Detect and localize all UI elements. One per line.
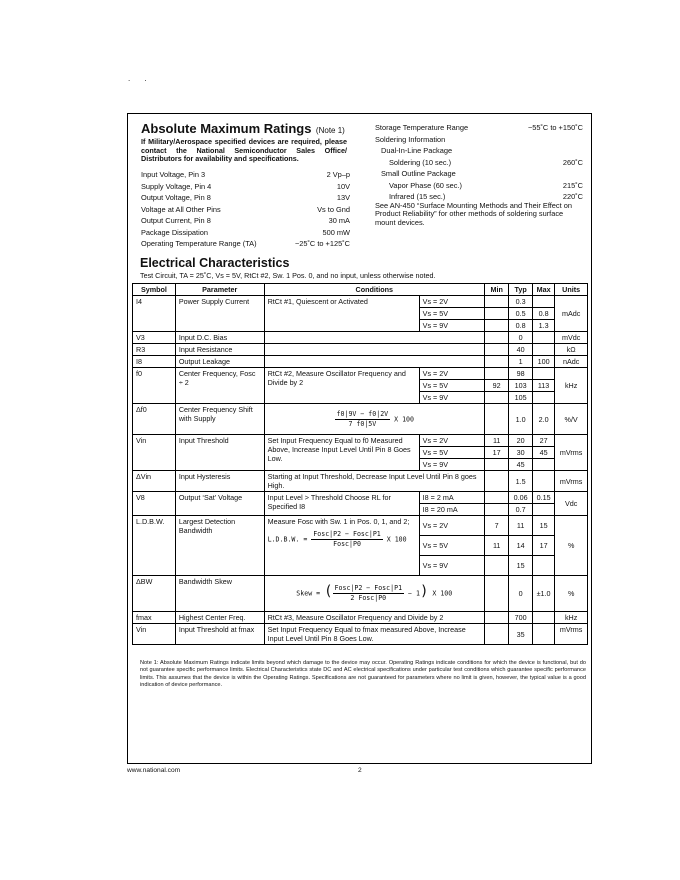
table-row — [133, 435, 588, 447]
i4-min — [484, 296, 508, 308]
table-row — [133, 296, 588, 308]
rating-label: Soldering Information — [375, 134, 446, 144]
rating-label: Output Voltage, Pin 8 — [141, 193, 211, 202]
formula-dbw — [264, 576, 484, 612]
table-row — [133, 471, 588, 492]
param-v3: Input D.C. Bias — [175, 332, 264, 344]
i4-min — [484, 308, 508, 320]
max-i8: 100 — [532, 356, 554, 368]
table-row — [133, 344, 588, 356]
col-conditions: Conditions — [264, 284, 484, 296]
param-ldbw: Largest Detection Bandwidth — [175, 516, 264, 576]
v8-max — [532, 504, 554, 516]
paren-close: ) — [419, 583, 429, 600]
units-v8: Vdc — [555, 492, 588, 516]
v8-max: 0.15 — [532, 492, 554, 504]
typ-r3: 40 — [509, 344, 532, 356]
table-row — [133, 516, 588, 536]
rating-row — [381, 169, 583, 178]
table-row — [133, 404, 588, 435]
paren-open: ( — [324, 583, 333, 600]
param-i4: Power Supply Current — [175, 296, 264, 332]
ldbw-vs: Vs = 5V — [419, 536, 484, 556]
rating-value: 13V — [336, 193, 350, 202]
footer-website[interactable]: www.national.com — [127, 767, 181, 774]
vin-typ: 30 — [509, 447, 532, 459]
rating-row — [375, 123, 583, 132]
rating-label: Vapor Phase (60 sec.) — [389, 180, 462, 190]
sym-i8: I8 — [133, 356, 176, 368]
sym-f0: f0 — [133, 368, 176, 404]
i4-max — [532, 296, 554, 308]
units-ldbw: % — [555, 516, 588, 576]
v8-typ: 0.06 — [509, 492, 532, 504]
f0-typ: 98 — [509, 368, 532, 380]
fraction-numerator: Fosc|P2 − Fosc|P1 — [334, 584, 403, 592]
f0-vs: Vs = 9V — [419, 392, 484, 404]
f0-max: 113 — [532, 380, 554, 392]
cond-dvin: Starting at Input Threshold, Decrease Input Level Until Pin 8 goes High. — [264, 471, 484, 492]
rating-label: Operating Temperature Range (TA) — [141, 239, 257, 248]
fraction-denominator: 7 f0|5V — [348, 419, 377, 428]
f0-typ: 103 — [509, 380, 532, 392]
rating-value: 30 mA — [328, 216, 350, 225]
sym-r3: R3 — [133, 344, 176, 356]
ldbw-min: 11 — [484, 536, 508, 556]
typ-df0: 1.0 — [509, 404, 532, 435]
vin-vs: Vs = 2V — [419, 435, 484, 447]
ldbw-cond-text: Measure Fosc with Sw. 1 in Pos. 0, 1, and 2; — [267, 517, 410, 526]
ldbw-vs: Vs = 9V — [419, 556, 484, 576]
param-f0: Center Frequency, Fosc ÷ 2 — [175, 368, 264, 404]
rating-label: Small Outline Package — [381, 169, 456, 178]
ldbw-typ: 11 — [509, 516, 532, 536]
rating-label: Soldering (10 sec.) — [389, 157, 452, 167]
fraction-numerator: f0|9V − f0|2V — [336, 409, 389, 418]
f0-min: 92 — [484, 380, 508, 392]
rating-row — [141, 182, 350, 191]
sym-v3: V3 — [133, 332, 176, 344]
rating-label: Output Current, Pin 8 — [141, 216, 211, 225]
ec-conditions: Test Circuit, TA = 25˚C, Vs = 5V, RtCt #2, Sw. 1 Pos. 0, and no input, unless otherwise noted. — [140, 271, 436, 280]
typ-fmax: 700 — [509, 612, 532, 624]
i4-vs: Vs = 2V — [419, 296, 484, 308]
abs-max-note: (Note 1) — [315, 126, 345, 135]
rating-row — [141, 193, 350, 202]
ldbw-min: 7 — [484, 516, 508, 536]
rating-row — [141, 205, 350, 214]
vin-vs: Vs = 5V — [419, 447, 484, 459]
f0-vs: Vs = 5V — [419, 380, 484, 392]
units-i4: mAdc — [555, 296, 588, 332]
i4-typ: 0.5 — [509, 308, 532, 320]
units-r3: kΩ — [555, 344, 588, 356]
rating-row — [389, 158, 583, 167]
table-row — [133, 332, 588, 344]
cond-fmax: RtCt #3, Measure Oscillator Frequency and Divide by 2 — [264, 612, 484, 624]
vin-typ: 45 — [509, 459, 532, 471]
sym-df0: Δf0 — [133, 404, 176, 435]
table-row — [133, 368, 588, 380]
sym-dvin: ΔVin — [133, 471, 176, 492]
sym-vin: Vin — [133, 435, 176, 471]
vin-min — [484, 459, 508, 471]
param-r3: Input Resistance — [175, 344, 264, 356]
rating-row — [381, 146, 583, 155]
rating-value: Vs to Gnd — [317, 204, 350, 214]
rating-label: Voltage at All Other Pins — [141, 204, 221, 214]
typ-i8: 1 — [509, 356, 532, 368]
table-row — [133, 576, 588, 612]
ldbw-vs: Vs = 2V — [419, 516, 484, 536]
corner-dots: . . — [128, 74, 153, 83]
rating-row — [141, 216, 350, 225]
rating-row — [389, 192, 583, 201]
f0-typ: 105 — [509, 392, 532, 404]
cond-vin: Set Input Frequency Equal to f0 Measured Above, Increase Input Level Until Pin 8 Goes Low. — [264, 435, 419, 471]
cond-ldbw — [264, 516, 419, 576]
units-fmax: kHz — [555, 612, 588, 624]
ldbw-typ: 14 — [509, 536, 532, 556]
max-df0: 2.0 — [532, 404, 554, 435]
footnote: Note 1: Absolute Maximum Ratings indicate limits beyond which damage to the device may occur. Operating Ratings indicate conditions for which the device is functional, but do not guarantee specific performance limits. Electrical Characteristics state DC and AC electrical specifications under particular test conditions which guarantee specific performance limits. This assumes that the device is within the Operating Ratings. Specifications are not guaranteed for parameters where no limit is given, however, the typical value is a good indication of device performance. — [140, 660, 586, 689]
units-dbw: % — [555, 576, 588, 612]
fraction-numerator: Fosc|P2 − Fosc|P1 — [313, 530, 381, 538]
col-symbol: Symbol — [133, 284, 176, 296]
f0-max — [532, 368, 554, 380]
rating-value: 220˚C — [562, 192, 583, 201]
i4-typ: 0.3 — [509, 296, 532, 308]
fraction-denominator: 2 Fosc|P0 — [350, 594, 387, 602]
rating-value: 10V — [336, 181, 350, 191]
f0-min — [484, 368, 508, 380]
rating-label: Infrared (15 sec.) — [389, 192, 446, 201]
cond-v8: Input Level > Threshold Choose RL for Specified I8 — [264, 492, 419, 516]
military-warning: If Military/Aerospace specified devices are required, please contact the National Semiconductor Sales Office/ Distributors for availability and specifications. — [141, 137, 347, 164]
vin-max — [532, 459, 554, 471]
sym-vin2: Vin — [133, 624, 176, 645]
i4-typ: 0.8 — [509, 320, 532, 332]
ec-title: Electrical Characteristics — [140, 256, 290, 270]
table-row — [133, 612, 588, 624]
rating-label: Storage Temperature Range — [375, 123, 469, 132]
sym-i4: I4 — [133, 296, 176, 332]
col-units: Units — [555, 284, 588, 296]
i4-min — [484, 320, 508, 332]
typ-vin2: 35 — [509, 624, 532, 645]
rating-label: Package Dissipation — [141, 227, 208, 237]
col-typ: Typ — [509, 284, 532, 296]
vin-max: 45 — [532, 447, 554, 459]
units-i8: nAdc — [555, 356, 588, 368]
rating-label: Dual-In-Line Package — [381, 146, 453, 155]
col-parameter: Parameter — [175, 284, 264, 296]
ldbw-min — [484, 556, 508, 576]
typ-dbw: 0 — [509, 576, 532, 612]
sym-ldbw: L.D.B.W. — [133, 516, 176, 576]
typ-v3: 0 — [509, 332, 532, 344]
f0-vs: Vs = 2V — [419, 368, 484, 380]
param-fmax: Highest Center Freq. — [175, 612, 264, 624]
rating-row — [389, 181, 583, 190]
page-number: 2 — [358, 767, 362, 774]
vin-typ: 20 — [509, 435, 532, 447]
formula-multiplier: X 100 — [394, 415, 414, 423]
formula-multiplier: X 100 — [386, 535, 407, 544]
ec-table — [132, 283, 588, 645]
v8-i8: I8 = 20 mA — [419, 504, 484, 516]
vin-min: 17 — [484, 447, 508, 459]
formula-df0 — [264, 404, 484, 435]
max-dbw: ±1.0 — [532, 576, 554, 612]
rating-value: 500 mW — [322, 227, 350, 237]
table-row — [133, 624, 588, 645]
param-vin: Input Threshold — [175, 435, 264, 471]
rating-row — [141, 239, 350, 248]
units-f0: kHz — [555, 368, 588, 404]
see-an450-note: See AN-450 “Surface Mounting Methods and Their Effect on Product Reliability” for other methods of soldering surface mount devices. — [375, 201, 572, 227]
units-df0: %/V — [555, 404, 588, 435]
i4-vs: Vs = 5V — [419, 308, 484, 320]
table-row — [133, 492, 588, 504]
vin-vs: Vs = 9V — [419, 459, 484, 471]
i4-max: 0.8 — [532, 308, 554, 320]
vin-min: 11 — [484, 435, 508, 447]
abs-max-title: Absolute Maximum Ratings — [141, 121, 312, 136]
rating-value: 260˚C — [562, 157, 583, 167]
units-v3: mVdc — [555, 332, 588, 344]
formula-ldbw — [268, 530, 416, 549]
cond-i4: RtCt #1, Quiescent or Activated — [264, 296, 419, 332]
param-v8: Output ‘Sat’ Voltage — [175, 492, 264, 516]
units-vin2: mVrms — [555, 624, 588, 645]
abs-max-heading — [141, 120, 345, 138]
param-vin2: Input Threshold at fmax — [175, 624, 264, 645]
v8-typ: 0.7 — [509, 504, 532, 516]
units-dvin: mVrms — [555, 471, 588, 492]
sym-fmax: fmax — [133, 612, 176, 624]
param-df0: Center Frequency Shift with Supply — [175, 404, 264, 435]
cond-vin2: Set Input Frequency Equal to fmax measured Above, Increase Input Level Until Pin 8 Goes Low. — [264, 624, 484, 645]
cond-f0: RtCt #2, Measure Oscillator Frequency and Divide by 2 — [264, 368, 419, 404]
rating-value: 215˚C — [562, 180, 583, 190]
fraction — [311, 530, 383, 549]
i4-max: 1.3 — [532, 320, 554, 332]
fraction — [333, 584, 405, 603]
formula-multiplier: X 100 — [432, 589, 453, 598]
rating-value: 2 Vp–p — [326, 170, 350, 179]
typ-dvin: 1.5 — [509, 471, 532, 492]
rating-row — [141, 170, 350, 179]
v8-i8: I8 = 2 mA — [419, 492, 484, 504]
i4-vs: Vs = 9V — [419, 320, 484, 332]
sym-dbw: ΔBW — [133, 576, 176, 612]
rating-row — [375, 135, 583, 144]
sym-v8: V8 — [133, 492, 176, 516]
rating-row — [141, 228, 350, 237]
vin-max: 27 — [532, 435, 554, 447]
col-max: Max — [532, 284, 554, 296]
table-header-row — [133, 284, 588, 296]
units-vin: mVrms — [555, 435, 588, 471]
rating-label: Input Voltage, Pin 3 — [141, 170, 206, 179]
ldbw-max: 17 — [532, 536, 554, 556]
rating-value: −25˚C to +125˚C — [294, 239, 350, 248]
f0-min — [484, 392, 508, 404]
param-i8: Output Leakage — [175, 356, 264, 368]
rating-value: −55˚C to +150˚C — [527, 123, 583, 132]
ldbw-max: 15 — [532, 516, 554, 536]
formula-lhs: Skew = — [296, 589, 321, 598]
param-dbw: Bandwidth Skew — [175, 576, 264, 612]
fraction-denominator: Fosc|P0 — [333, 540, 361, 548]
col-min: Min — [484, 284, 508, 296]
table-row — [133, 356, 588, 368]
ldbw-typ: 15 — [509, 556, 532, 576]
formula-minus-one: − 1 — [408, 589, 420, 598]
param-dvin: Input Hysteresis — [175, 471, 264, 492]
ldbw-max — [532, 556, 554, 576]
fraction — [335, 410, 391, 429]
f0-max — [532, 392, 554, 404]
formula-lhs: L.D.B.W. = — [267, 535, 308, 544]
rating-label: Supply Voltage, Pin 4 — [141, 181, 212, 191]
